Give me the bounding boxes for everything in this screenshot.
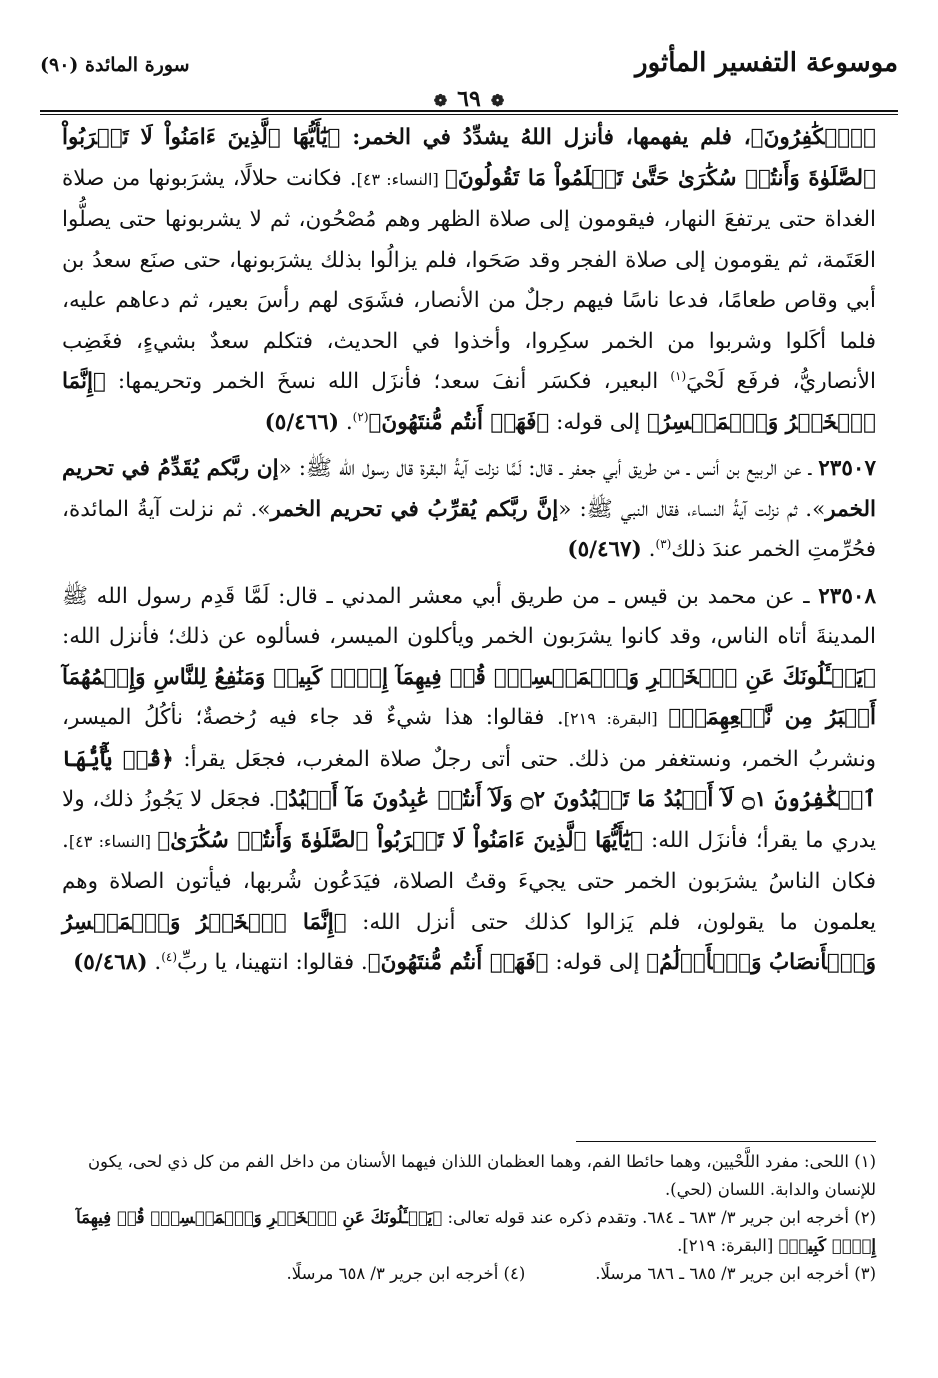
main-text — [62, 118, 876, 984]
surah-title: سورة المائدة (٩٠) — [40, 54, 190, 76]
narration-text: إلى قوله: — [549, 409, 647, 435]
quran-quote: ﴿فَهَلۡ أَنتُم مُّنتَهُونَ﴾ — [367, 950, 549, 975]
quran-quote: ﴿يَٰٓأَيُّهَا ٱلَّذِينَ ءَامَنُواْ لَا تَقۡرَبُواْ ٱلصَّلَوٰةَ وَأَنتُمۡ سُكَٰرَىٰ﴾ — [157, 827, 643, 853]
narration-text: . فكان الناسُ يشرَبون الخمر حتى يجيءَ وقتُ الصلاة، فيَدَعُون شُربها، فيأتون الصلاة وهم يعلمون ما يقولون، فلم يَزالوا كذلك حتى أنزل الله: — [62, 827, 876, 935]
page-header — [40, 40, 898, 112]
footnote-3: (٣) أخرجه ابن جرير ٣/ ٦٨٥ ـ ٦٨٦ مرسلًا. — [595, 1264, 876, 1283]
footnote-text: [البقرة: ٢١٩]. — [677, 1236, 779, 1255]
quran-quote: ﴿يَٰٓأَيُّهَا ٱلَّذِينَ ءَامَنُواْ لَا تَقۡرَبُواْ ٱلصَّلَوٰةَ وَأَنتُمۡ سُكَٰرَىٰ حَتَّىٰ تَعۡلَمُواْ مَا تَقُولُونَ﴾ — [62, 125, 876, 191]
volume-reference: (٥/٤٦٨) — [73, 950, 148, 975]
footnote-marker: (٤) — [161, 949, 178, 964]
quran-quote: ﴿قُلۡ يَٰٓأَيُّهَا ٱلۡكَٰفِرُونَ ۝١ لَآ أَعۡبُدُ مَا تَعۡبُدُونَ ۝٢ وَلَآ أَنتُمۡ عَٰبِدُونَ مَآ أَعۡبُدُ﴾ — [62, 746, 876, 812]
narration-text: . فقالوا: هذا شيءٌ قد جاء فيه رُخصةٌ؛ نأكُلُ الميسر، ونشربُ الخمر، ونستغفر من ذلك. حتى أتى رجلٌ صلاة المغرب، فجعَل يقرأ: — [62, 705, 876, 772]
volume-reference: (٥/٤٦٦) — [264, 409, 339, 435]
header-rule — [40, 110, 898, 112]
hadith-quote: إنَّ ربَّكم يُقرِّبُ في تحريم الخمر — [270, 496, 559, 522]
footnote-row — [62, 1260, 876, 1288]
volume-reference: (٥/٤٦٧) — [567, 537, 642, 562]
book-title: موسوعة التفسير المأثور — [635, 48, 898, 78]
footnote-4: (٤) أخرجه ابن جرير ٣/ ٦٥٨ مرسلًا. — [286, 1264, 526, 1283]
quran-quote: ﴿إِنَّمَا ٱلۡخَمۡرُ وَٱلۡمَيۡسِرُ﴾ — [62, 369, 876, 435]
footnotes — [62, 1148, 876, 1288]
verse-reference: [النساء: ٤٣] — [68, 831, 158, 851]
entry-number: ٢٣٥٠٨ — [818, 583, 876, 609]
narration-text: إلى قوله: — [548, 950, 647, 975]
verse-reference: [النساء: ٤٣] — [356, 169, 445, 189]
footnote-2 — [62, 1204, 876, 1260]
hadith-quote: إن ربَّكم يُقَدِّمُ في تحريم الخمر — [62, 456, 876, 522]
paragraph-continuation — [62, 118, 876, 443]
narration-text: ». ثم نزلت آيةُ المائدة، فحُرِّمتِ الخمر عندَ ذلك — [62, 496, 876, 562]
narration-text: . فجعَل لا يَجُوزُ ذلك، ولا يدري ما يقرأ؛ فأنزَل الله: — [62, 787, 876, 853]
footnote-separator — [576, 1141, 876, 1142]
footnote-text: (٢) أخرجه ابن جرير ٣/ ٦٨٣ ـ ٦٨٤. وتقدم ذكره عند قوله تعالى: — [442, 1208, 876, 1227]
ornament-icon: ❁ — [433, 91, 448, 110]
ornament-icon: ❁ — [490, 91, 505, 110]
narration-text: . — [641, 537, 656, 562]
footnote-1: (١) اللحى: مفرد اللَّحْيين، وهما حائطا الفم، وهما العظمان اللذان فيهما الأسنان من داخل الفم من كل ذي لحى، يكون للإنسان والدابة. اللسان (لحي). — [87, 1152, 876, 1199]
page-number: ٦٩ — [457, 86, 481, 112]
page-number-block — [40, 86, 898, 112]
entry-number: ٢٣٥٠٧ — [818, 456, 876, 481]
narration-text: ـ عن الربيع بن أنس ـ من طريق أبي جعفر ـ قال: لَمَّا نزلت آيةُ البقرة قال رسول الله ﷺ: « — [278, 456, 819, 481]
footnote-marker: (٣) — [655, 536, 672, 551]
quran-quote: ﴿إِنَّمَا ٱلۡخَمۡرُ وَٱلۡمَيۡسِرُ وَٱلۡأَنصَابُ وَٱلۡأَزۡلَٰمُ﴾ — [62, 909, 876, 975]
narration-text: ». ثم نزلت آيةُ النساء، فقال النبي ﷺ: « — [558, 496, 826, 522]
narration-text: ـ عن محمد بن قيس ـ من طريق أبي معشر المدني ـ قال: لَمَّا قَدِم رسول الله ﷺ المدينةَ أتاه الناس، وقد كانوا يشرَبون الخمر ويأكلون الميسر، فسألوه عن ذلك؛ فأنزل الله: — [62, 583, 876, 649]
footnote-marker: (٢) — [352, 409, 369, 424]
narration-text: . — [147, 950, 162, 975]
header-rule-thin — [40, 114, 898, 115]
entry-23507 — [62, 449, 876, 571]
verse-reference: [البقرة: ٢١٩] — [563, 709, 669, 728]
quran-quote: ﴿فَهَلۡ أَنتُم مُّنتَهُونَ﴾ — [368, 409, 550, 435]
quran-quote: ﴿ٱلۡكَٰفِرُونَ﴾، فلم يفهمها، فأنزل اللهُ يشدِّدُ في الخمر: — [340, 125, 876, 150]
narration-text: البعير، فكسَر أنفَ سعد؛ فأنزَل الله نسخَ الخمر وتحريمها: — [105, 369, 671, 394]
quran-quote: ﴿يَسۡـَٔلُونَكَ عَنِ ٱلۡخَمۡرِ وَٱلۡمَيۡسِرِۖ قُلۡ فِيهِمَآ إِثۡمٞ كَبِيرٞ وَمَنَٰفِعُ لِلنَّاسِ وَإِثۡمُهُمَآ أَكۡبَرُ مِن نَّفۡعِهِمَاۗ﴾ — [62, 664, 876, 730]
narration-text: . — [339, 409, 353, 435]
entry-23508 — [62, 577, 876, 984]
quran-quote: ﴿يَسۡـَٔلُونَكَ عَنِ ٱلۡخَمۡرِ وَٱلۡمَيۡسِرِۖ قُلۡ فِيهِمَآ إِثۡمٞ كَبِيرٞ﴾ — [76, 1208, 876, 1255]
narration-text: . فقالوا: انتهينا، يا ربِّ — [177, 950, 368, 975]
narration-text: . فكانت حلالًا، يشرَبونها من صلاة الغداة حتى يرتفعَ النهار، فيقومون إلى صلاة الظهر وهم مُصْحُون، ثم لا يشربونها حتى يصلُّوا العَتَمة، ثم يقومون إلى صلاة الفجر وقد صَحَوا، فلم يزالُوا بذلك يشرَبونها، حتى صنَع سعدُ بن أبي وقاص طعامًا، فدعا ناسًا فيهم رجلٌ من الأنصار، فشَوَى لهم رأسَ بعير، ثم دعاهم عليه، فلما أكَلوا وشربوا من الخمر سكِروا، وأخذوا في الحديث، فتكلم سعدٌ بشيءٍ، فغَضِب الأنصاريُّ، فرفَع لَحْيَ — [62, 165, 877, 394]
footnote-marker: (١) — [670, 368, 687, 383]
